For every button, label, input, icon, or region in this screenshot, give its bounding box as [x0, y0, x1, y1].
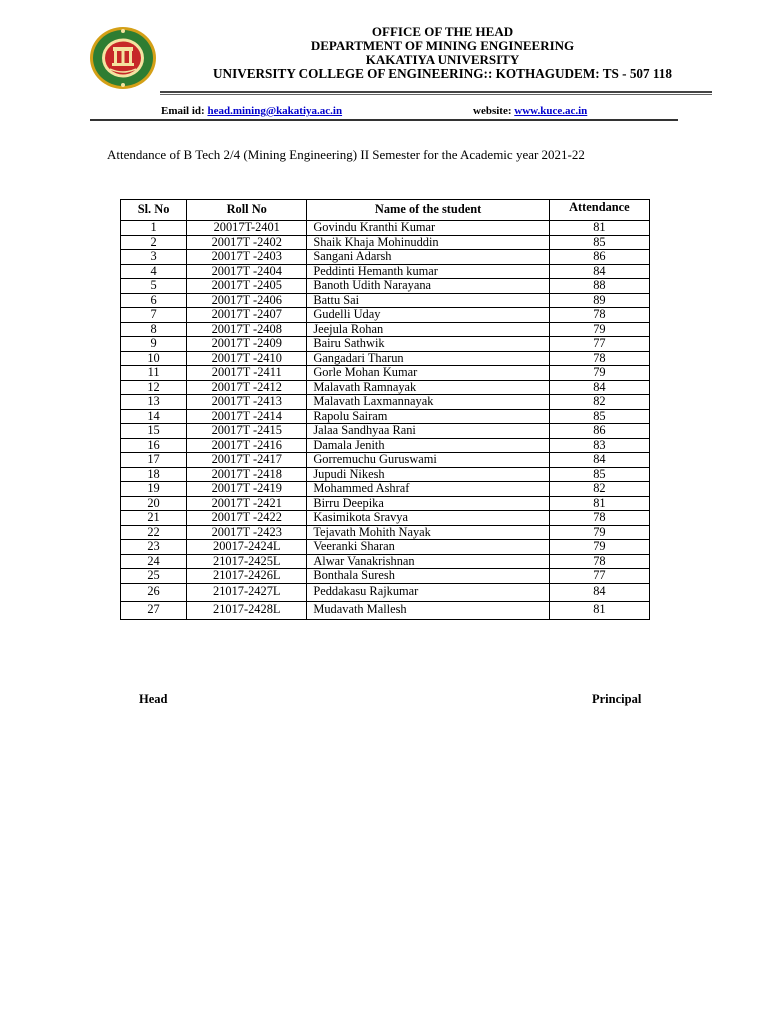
cell-student-name: Rapolu Sairam [307, 409, 549, 424]
table-row [121, 337, 650, 352]
email-link[interactable]: head.mining@kakatiya.ac.in [207, 105, 343, 117]
cell-student-name: Malavath Laxmannayak [307, 395, 549, 410]
cell-sl-no: 18 [121, 467, 187, 482]
cell-student-name: Mudavath Mallesh [307, 601, 549, 619]
table-row [121, 496, 650, 511]
cell-sl-no: 14 [121, 409, 187, 424]
cell-roll-no: 20017T -2415 [187, 424, 307, 439]
cell-attendance: 85 [549, 235, 649, 250]
table-row [121, 380, 650, 395]
cell-student-name: Bonthala Suresh [307, 569, 549, 584]
cell-sl-no: 5 [121, 279, 187, 294]
table-row [121, 250, 650, 265]
cell-attendance: 83 [549, 438, 649, 453]
cell-student-name: Sangani Adarsh [307, 250, 549, 265]
cell-roll-no: 20017T -2405 [187, 279, 307, 294]
cell-roll-no: 20017T -2419 [187, 482, 307, 497]
office-title: OFFICE OF THE HEAD [371, 24, 514, 39]
cell-attendance: 89 [549, 293, 649, 308]
table-row [121, 366, 650, 381]
table-row [121, 351, 650, 366]
cell-student-name: Kasimikota Sravya [307, 511, 549, 526]
department-name: DEPARTMENT OF MINING ENGINEERING [310, 38, 575, 53]
cell-sl-no: 22 [121, 525, 187, 540]
cell-roll-no: 20017T -2409 [187, 337, 307, 352]
table-row [121, 424, 650, 439]
cell-attendance: 84 [549, 583, 649, 601]
cell-roll-no: 20017T -2421 [187, 496, 307, 511]
website-label: website: [473, 105, 512, 117]
table-row [121, 482, 650, 497]
table-row [121, 554, 650, 569]
cell-attendance: 82 [549, 482, 649, 497]
cell-roll-no: 20017T -2410 [187, 351, 307, 366]
cell-sl-no: 19 [121, 482, 187, 497]
cell-sl-no: 11 [121, 366, 187, 381]
cell-sl-no: 3 [121, 250, 187, 265]
cell-attendance: 85 [549, 467, 649, 482]
attendance-table [120, 199, 650, 620]
cell-sl-no: 9 [121, 337, 187, 352]
cell-student-name: Peddinti Hemanth kumar [307, 264, 549, 279]
cell-student-name: Birru Deepika [307, 496, 549, 511]
website-line [473, 105, 587, 117]
cell-roll-no: 20017T -2423 [187, 525, 307, 540]
cell-sl-no: 2 [121, 235, 187, 250]
table-row [121, 293, 650, 308]
university-seal-icon [88, 25, 158, 91]
cell-attendance: 85 [549, 409, 649, 424]
cell-student-name: Jalaa Sandhyaa Rani [307, 424, 549, 439]
cell-attendance: 79 [549, 322, 649, 337]
cell-attendance: 81 [549, 496, 649, 511]
cell-roll-no: 21017-2427L [187, 583, 307, 601]
cell-student-name: Gorremuchu Guruswami [307, 453, 549, 468]
table-row [121, 409, 650, 424]
cell-attendance: 78 [549, 351, 649, 366]
cell-sl-no: 26 [121, 583, 187, 601]
cell-sl-no: 15 [121, 424, 187, 439]
cell-roll-no: 21017-2425L [187, 554, 307, 569]
cell-attendance: 84 [549, 264, 649, 279]
cell-roll-no: 20017T -2414 [187, 409, 307, 424]
cell-attendance: 86 [549, 250, 649, 265]
table-row [121, 308, 650, 323]
cell-attendance: 77 [549, 337, 649, 352]
cell-attendance: 81 [549, 601, 649, 619]
table-row [121, 467, 650, 482]
cell-roll-no: 20017T -2422 [187, 511, 307, 526]
cell-sl-no: 13 [121, 395, 187, 410]
cell-student-name: Battu Sai [307, 293, 549, 308]
cell-sl-no: 7 [121, 308, 187, 323]
cell-student-name: Peddakasu Rajkumar [307, 583, 549, 601]
cell-roll-no: 20017T-2401 [187, 221, 307, 236]
cell-roll-no: 20017T -2413 [187, 395, 307, 410]
cell-attendance: 77 [549, 569, 649, 584]
cell-attendance: 79 [549, 366, 649, 381]
cell-sl-no: 16 [121, 438, 187, 453]
table-row [121, 279, 650, 294]
header-sl-no: Sl. No [121, 200, 187, 221]
cell-sl-no: 24 [121, 554, 187, 569]
cell-student-name: Shaik Khaja Mohinuddin [307, 235, 549, 250]
header-student-name: Name of the student [307, 200, 549, 221]
cell-roll-no: 20017T -2403 [187, 250, 307, 265]
cell-attendance: 78 [549, 308, 649, 323]
table-row [121, 540, 650, 555]
cell-student-name: Jupudi Nikesh [307, 467, 549, 482]
cell-attendance: 84 [549, 380, 649, 395]
table-row [121, 221, 650, 236]
cell-attendance: 84 [549, 453, 649, 468]
cell-roll-no: 21017-2426L [187, 569, 307, 584]
table-row [121, 569, 650, 584]
cell-student-name: Alwar Vanakrishnan [307, 554, 549, 569]
contact-divider [90, 119, 678, 121]
cell-student-name: Gorle Mohan Kumar [307, 366, 549, 381]
cell-student-name: Veeranki Sharan [307, 540, 549, 555]
website-link[interactable]: www.kuce.ac.in [514, 105, 588, 117]
cell-attendance: 78 [549, 554, 649, 569]
cell-sl-no: 17 [121, 453, 187, 468]
cell-student-name: Jeejula Rohan [307, 322, 549, 337]
cell-roll-no: 20017T -2416 [187, 438, 307, 453]
cell-sl-no: 20 [121, 496, 187, 511]
cell-attendance: 78 [549, 511, 649, 526]
header-divider-thin [160, 94, 712, 95]
cell-student-name: Mohammed Ashraf [307, 482, 549, 497]
cell-roll-no: 20017T -2408 [187, 322, 307, 337]
cell-attendance: 82 [549, 395, 649, 410]
cell-student-name: Malavath Ramnayak [307, 380, 549, 395]
cell-student-name: Gangadari Tharun [307, 351, 549, 366]
table-header-row [121, 200, 650, 221]
table-row [121, 438, 650, 453]
cell-student-name: Bairu Sathwik [307, 337, 549, 352]
university-name: KAKATIYA UNIVERSITY [365, 52, 520, 67]
header-attendance: Attendance [549, 200, 649, 221]
cell-sl-no: 8 [121, 322, 187, 337]
cell-student-name: Govindu Kranthi Kumar [307, 221, 549, 236]
cell-sl-no: 21 [121, 511, 187, 526]
cell-student-name: Tejavath Mohith Nayak [307, 525, 549, 540]
email-line [161, 105, 342, 117]
college-address: UNIVERSITY COLLEGE OF ENGINEERING:: KOTHAGUDEM: TS - 507 118 [213, 66, 672, 81]
cell-sl-no: 1 [121, 221, 187, 236]
table-row [121, 583, 650, 601]
table-row [121, 601, 650, 619]
table-row [121, 453, 650, 468]
email-label: Email id: [161, 105, 205, 117]
table-row [121, 525, 650, 540]
cell-attendance: 79 [549, 540, 649, 555]
cell-roll-no: 20017T -2412 [187, 380, 307, 395]
cell-roll-no: 20017T -2411 [187, 366, 307, 381]
table-row [121, 264, 650, 279]
table-row [121, 395, 650, 410]
cell-roll-no: 20017T -2404 [187, 264, 307, 279]
cell-attendance: 88 [549, 279, 649, 294]
cell-sl-no: 25 [121, 569, 187, 584]
cell-student-name: Gudelli Uday [307, 308, 549, 323]
cell-student-name: Damala Jenith [307, 438, 549, 453]
cell-roll-no: 20017-2424L [187, 540, 307, 555]
table-row [121, 235, 650, 250]
header-roll-no: Roll No [187, 200, 307, 221]
table-row [121, 511, 650, 526]
cell-roll-no: 21017-2428L [187, 601, 307, 619]
cell-roll-no: 20017T -2406 [187, 293, 307, 308]
cell-sl-no: 6 [121, 293, 187, 308]
cell-student-name: Banoth Udith Narayana [307, 279, 549, 294]
cell-sl-no: 23 [121, 540, 187, 555]
table-row [121, 322, 650, 337]
head-signature-label: Head [139, 692, 168, 706]
cell-sl-no: 10 [121, 351, 187, 366]
header-divider [160, 91, 712, 93]
cell-attendance: 79 [549, 525, 649, 540]
cell-sl-no: 4 [121, 264, 187, 279]
cell-roll-no: 20017T -2417 [187, 453, 307, 468]
cell-sl-no: 27 [121, 601, 187, 619]
principal-signature-label: Principal [592, 692, 642, 706]
attendance-table-body [121, 221, 650, 620]
cell-sl-no: 12 [121, 380, 187, 395]
document-caption: Attendance of B Tech 2/4 (Mining Engineering) II Semester for the Academic year 2021-22 [107, 147, 585, 162]
cell-roll-no: 20017T -2402 [187, 235, 307, 250]
cell-attendance: 81 [549, 221, 649, 236]
cell-roll-no: 20017T -2407 [187, 308, 307, 323]
cell-attendance: 86 [549, 424, 649, 439]
cell-roll-no: 20017T -2418 [187, 467, 307, 482]
letterhead [160, 25, 725, 81]
